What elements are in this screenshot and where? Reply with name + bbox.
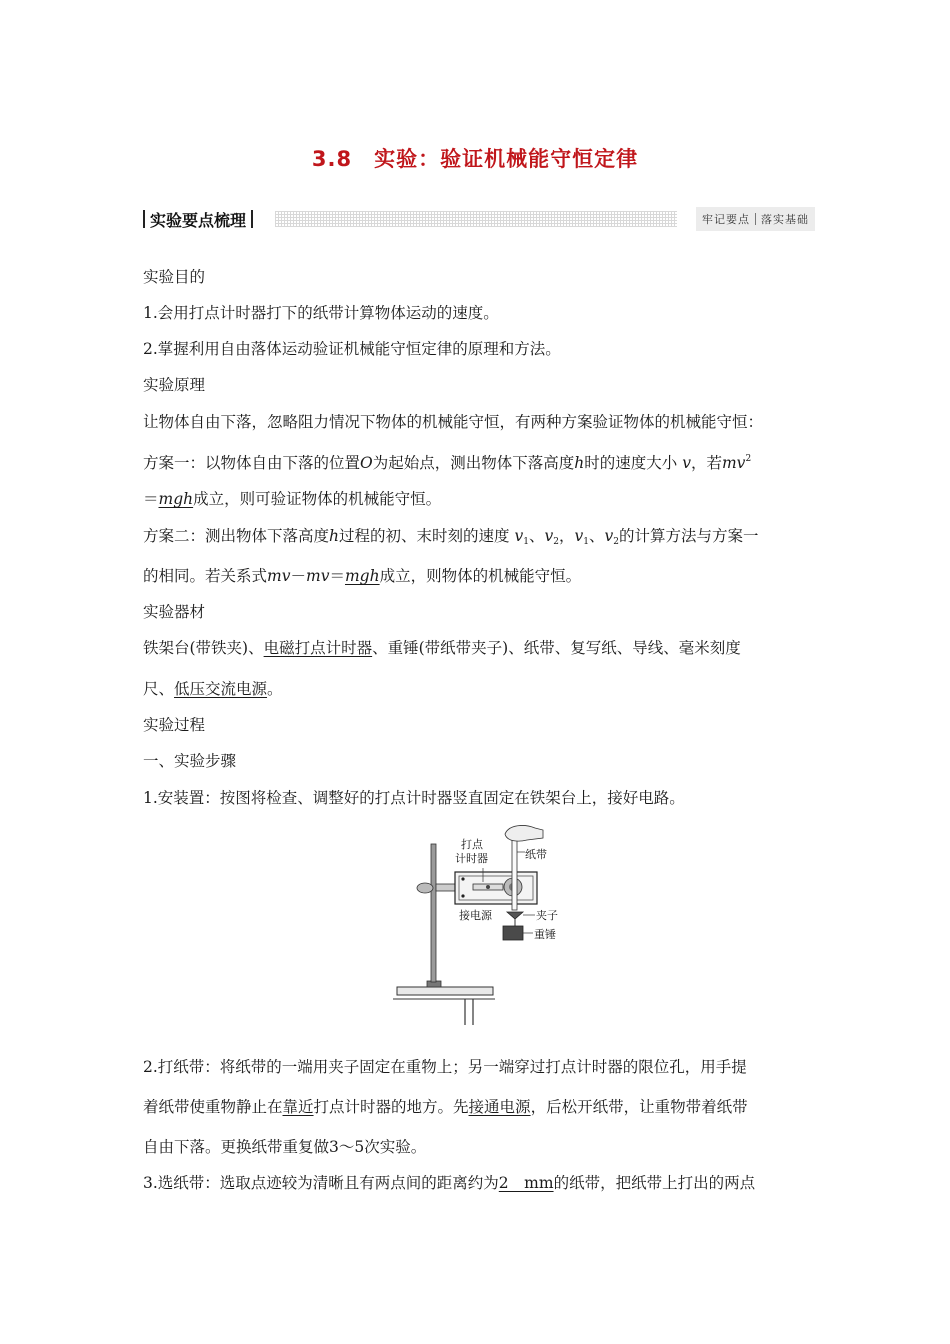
purpose-item-1: 1.会用打点计时器打下的纸带计算物体运动的速度。 — [143, 304, 499, 322]
plan2-line1: 方案二：测出物体下落高度h过程的初、末时刻的速度 $v_1$、$v_2$，$v_1$、$v_2$的计算方法与方案一 — [143, 527, 759, 547]
section-banner — [143, 207, 815, 231]
label-timer-1: 打点 — [461, 838, 483, 851]
banner-tag-2: 落实基础 — [761, 213, 809, 226]
paper-tape — [512, 830, 517, 910]
step-3-line1: 3.选纸带：选取点迹较为清晰且有两点间的距离约为2 mm的纸带，把纸带上打出的两点 — [143, 1174, 756, 1192]
apparatus-diagram — [393, 822, 563, 1027]
banner-tagline — [696, 207, 815, 231]
weight — [503, 926, 523, 940]
step-2-line3: 自由下落。更换纸带重复做3～5次实验。 — [143, 1138, 427, 1156]
hand — [505, 826, 543, 842]
plan2-line2: 的相同。若关系式mv－mv＝mgh成立，则物体的机械能守恒。 — [143, 567, 582, 585]
page-title: 3.8 实验：验证机械能守恒定律 — [311, 147, 639, 171]
principle-intro: 让物体自由下落，忽略阻力情况下物体的机械能守恒，有两种方案验证物体的机械能守恒： — [143, 413, 764, 431]
banner-heading-text: 实验要点梳理 — [150, 210, 247, 230]
step-1: 1.安装置：按图将检查、调整好的打点计时器竖直固定在铁架台上，接好电路。 — [143, 789, 685, 807]
steps-heading: 一、实验步骤 — [143, 752, 237, 770]
step-2-line2: 着纸带使重物静止在靠近打点计时器的地方。先接通电源，后松开纸带，让重物带着纸带 — [143, 1098, 748, 1116]
principle-heading: 实验原理 — [143, 376, 206, 394]
label-weight: 重锤 — [534, 928, 556, 941]
purpose-item-2: 2.掌握利用自由落体运动验证机械能守恒定律的原理和方法。 — [143, 340, 561, 358]
label-power: 接电源 — [459, 909, 492, 922]
purpose-heading: 实验目的 — [143, 268, 206, 286]
label-tape: 纸带 — [525, 848, 547, 861]
equipment-heading: 实验器材 — [143, 603, 206, 621]
process-heading: 实验过程 — [143, 716, 206, 734]
banner-tag-1: 牢记要点 — [702, 213, 750, 226]
label-clip: 夹子 — [536, 909, 558, 922]
table-top — [397, 987, 493, 995]
step-2-line1: 2.打纸带：将纸带的一端用夹子固定在重物上；另一端穿过打点计时器的限位孔，用手提 — [143, 1058, 747, 1076]
banner-heading — [143, 207, 253, 231]
equipment-line1: 铁架台(带铁夹)、电磁打点计时器、重锤(带纸带夹子)、纸带、复写纸、导线、毫米刻度 — [143, 639, 741, 657]
equipment-line2: 尺、低压交流电源。 — [143, 680, 283, 698]
plan1-line1: 方案一：以物体自由下落的位置O为起始点，测出物体下落高度h时的速度大小 v，若$mv^2$ — [143, 454, 752, 472]
plan1-line2: ＝mgh成立，则可验证物体的机械能守恒。 — [143, 490, 442, 508]
stand-pole — [431, 844, 436, 982]
banner-dot-pattern — [275, 211, 677, 227]
apparatus-figure — [393, 822, 563, 1027]
clip — [507, 912, 523, 919]
clamp-knob — [417, 883, 433, 893]
label-timer-2: 计时器 — [455, 852, 488, 865]
